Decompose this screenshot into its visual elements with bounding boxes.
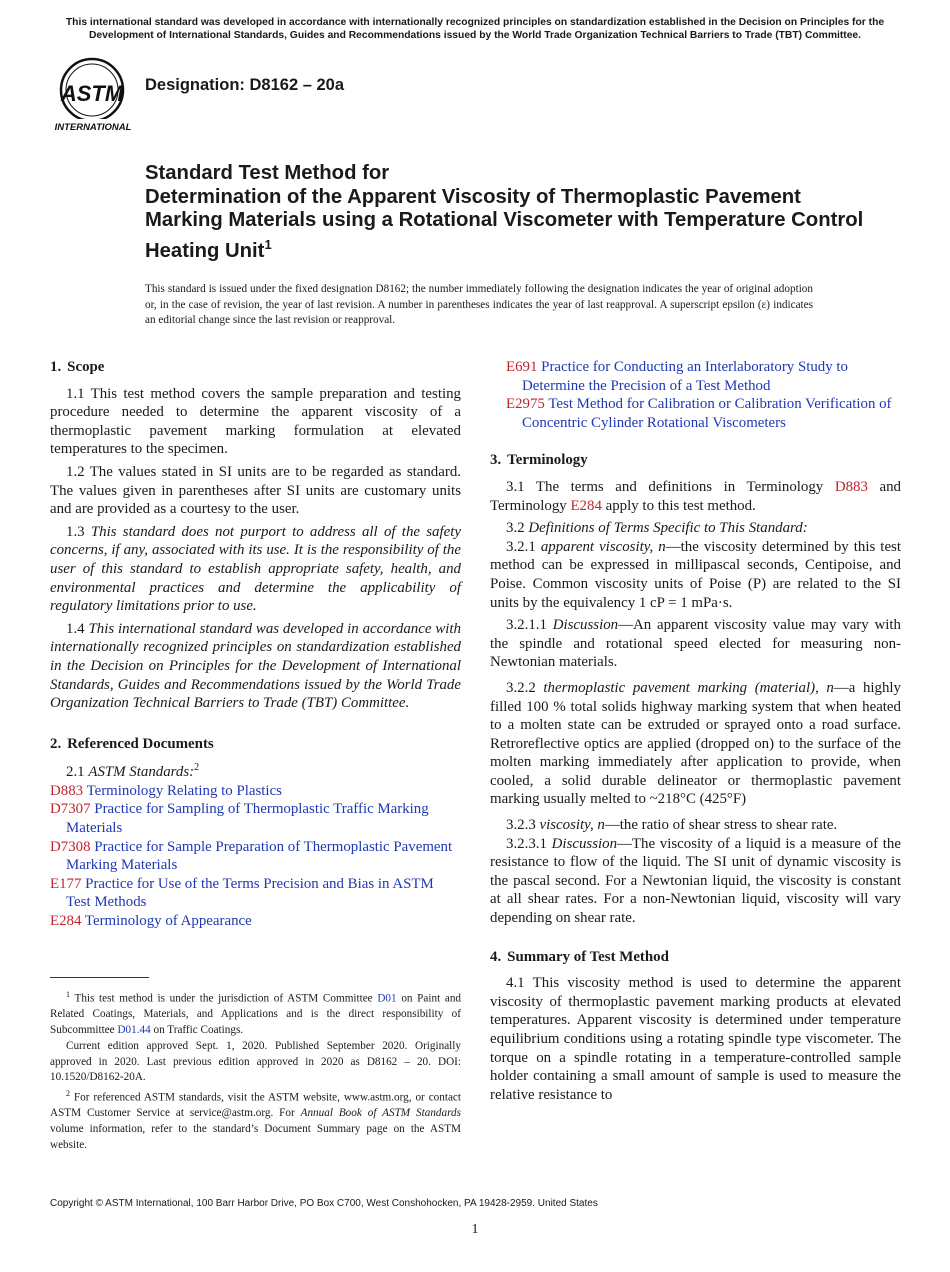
ref-item[interactable]: E691 Practice for Conducting an Interlaboratory Study to Determine the Precision of a Test Method: [506, 359, 849, 394]
footnote-rule: [50, 977, 149, 978]
title-line-2: Determination of the Apparent Viscosity of Thermoplastic Pavement Marking Materials using a Rotational Viscometer with Temperature Control Heating Unit$^1$: [145, 185, 864, 262]
footnotes: [50, 987, 461, 1154]
ref-item[interactable]: E284 Terminology of Appearance: [50, 913, 252, 929]
section-terminology-heading: 3. Terminology: [490, 452, 588, 469]
ref-item[interactable]: D7307 Practice for Sampling of Thermoplastic Traffic Marking Materials: [50, 801, 429, 837]
scope-p2: 1.2 The values stated in SI units are to be regarded as standard. The values given in parentheses after SI units are customary units and are provided as a courtesy to the user.: [50, 463, 461, 518]
ref-item[interactable]: D7308 Practice for Sample Preparation of Thermoplastic Pavement Marking Materials: [50, 838, 453, 874]
terminology-p322: 3.2.2 thermoplastic pavement marking (material), n—a highly filled 100 % total solids highway marking system that when heated to a molten state can be extruded or sprayed onto a road surface. Retroreflective optics are applied (dropped on) to the surface of the molten marking immediately after application to provide, when cooled, a solid durable delineator or thermoplastic pavement marking usually melted to ~218°C (425°F): [490, 679, 902, 808]
link-d883[interactable]: D883: [834, 478, 868, 495]
astm-standards-label: 2.1 ASTM Standards:$^2$: [66, 762, 200, 781]
ref-item[interactable]: E2975 Test Method for Calibration or Calibration Verification of Concentric Cylinder Rotational Viscometers: [506, 396, 892, 431]
document-title: [145, 162, 865, 263]
scope-p1: 1.1 This test method covers the sample preparation and testing procedure needed to determine the apparent viscosity of a thermoplastic pavement marking formulation at elevated temperatures to the specimen.: [50, 385, 461, 458]
summary-p41: 4.1 This viscosity method is used to determine the apparent viscosity of thermoplastic pavement marking products at elevated temperatures. Apparent viscosity is determined under temperature equilibrium conditions using a rotating spindle type viscometer. The torque on a spindle rotating in a temperature-controlled sample holder containing a small amount of sample is used to measure the relative resistance to: [490, 975, 901, 1103]
link-d01-44[interactable]: D01.44: [117, 1024, 151, 1037]
astm-logo-subtext: INTERNATIONAL: [54, 122, 132, 133]
terminology-p323: 3.2.3 viscosity, n—the ratio of shear stress to shear rate.: [506, 817, 838, 834]
ref-item[interactable]: E177 Practice for Use of the Terms Precision and Bias in ASTM Test Methods: [50, 875, 434, 911]
astm-logo: [52, 57, 134, 135]
terminology-p31: 3.1 The terms and definitions in Terminology D883 and Terminology E284 apply to this test method.: [490, 478, 901, 514]
preamble: This standard is issued under the fixed designation D8162; the number immediately following the designation indicates the year of original adoption or, in the case of revision, the year of last revision. A number in parentheses indicates the year of last reapproval. A superscript epsilon (ε) indicates an editorial change since the last revision or reapproval.: [145, 283, 813, 327]
footnote-1-edition: Current edition approved Sept. 1, 2020. Published September 2020. Originally approved in 2020. Last previous edition approved in 2020 as D8162 – 20. DOI: 10.1520/D8162-20A.: [50, 1039, 461, 1084]
left-column: [50, 358, 461, 931]
copyright: Copyright © ASTM International, 100 Barr Harbor Drive, PO Box C700, West Conshohocken, PA 19428-2959. United States: [50, 1198, 598, 1209]
title-footnote-mark: 1: [264, 236, 272, 252]
terminology-p3231: 3.2.3.1 Discussion—The viscosity of a liquid is a measure of the resistance to flow of the liquid. The SI unit of dynamic viscosity is the pascal second. For a Newtonian liquid, the viscosity is constant at all shear rates. For a non-Newtonian liquid, viscosity will vary depending on shear rate.: [490, 835, 901, 927]
scope-p4: 1.4 This international standard was developed in accordance with internationally recognized principles on standardization established in the Decision on Principles for the Development of International Standards, Guides and Recommendations issued by the World Trade Organization Technical Barriers to Trade (TBT) Committee.: [50, 620, 461, 712]
astm-logo-text: ASTM: [60, 81, 124, 106]
page-number: 1: [471, 1222, 479, 1237]
designation: Designation: D8162 – 20a: [145, 76, 344, 94]
section-referenced-heading: 2. Referenced Documents: [50, 735, 214, 752]
footnote-2: $^2$ For referenced ASTM standards, visit the ASTM website, www.astm.org, or contact ASTM Customer Service at service@astm.org. For Annual Book of ASTM Standards volume information, refer to the standard’s Document Summary page on the ASTM website.: [50, 1088, 461, 1151]
scope-p3: 1.3 This standard does not purport to address all of the safety concerns, if any, associated with its use. It is the responsibility of the user of this standard to establish appropriate safety, health, and environmental practices and determine the applicability of regulatory limitations prior to use.: [50, 523, 461, 615]
footnote-1: $^1$ This test method is under the jurisdiction of ASTM Committee D01 on Paint and Related Coatings, Materials, and Applications and is the direct responsibility of Subcommittee D01.44 on Traffic Coatings.: [50, 990, 462, 1037]
tbt-notice: This international standard was developed in accordance with internationally recognized principles on standardization established in the Decision on Principles for the Development of International Standards, Guides and Recommendations issued by the World Trade Organization Technical Barriers to Trade (TBT) Committee.: [65, 17, 885, 41]
terminology-p3211: 3.2.1.1 Discussion—An apparent viscosity value may vary with the spindle and rotational speed elected for measuring non-Newtonian materials.: [490, 617, 901, 671]
link-e284[interactable]: E284: [570, 497, 602, 514]
section-summary-heading: 4. Summary of Test Method: [490, 948, 669, 965]
ref-item[interactable]: D883 Terminology Relating to Plastics: [50, 782, 282, 799]
terminology-p321: 3.2.1 apparent viscosity, n—the viscosity determined by this test method can be expressed in millipascal seconds, Centipoise, and Poise. Common viscosity units of Poise (P) are related to the SI units by the equivalency 1 cP = 1 mPa·s.: [490, 538, 901, 611]
right-column: [490, 358, 901, 1104]
title-line-1: Standard Test Method for: [145, 162, 390, 184]
link-d01[interactable]: D01: [377, 992, 397, 1005]
terminology-p32: 3.2 Definitions of Terms Specific to This Standard:: [506, 520, 808, 537]
section-scope-heading: 1. Scope: [50, 359, 105, 375]
